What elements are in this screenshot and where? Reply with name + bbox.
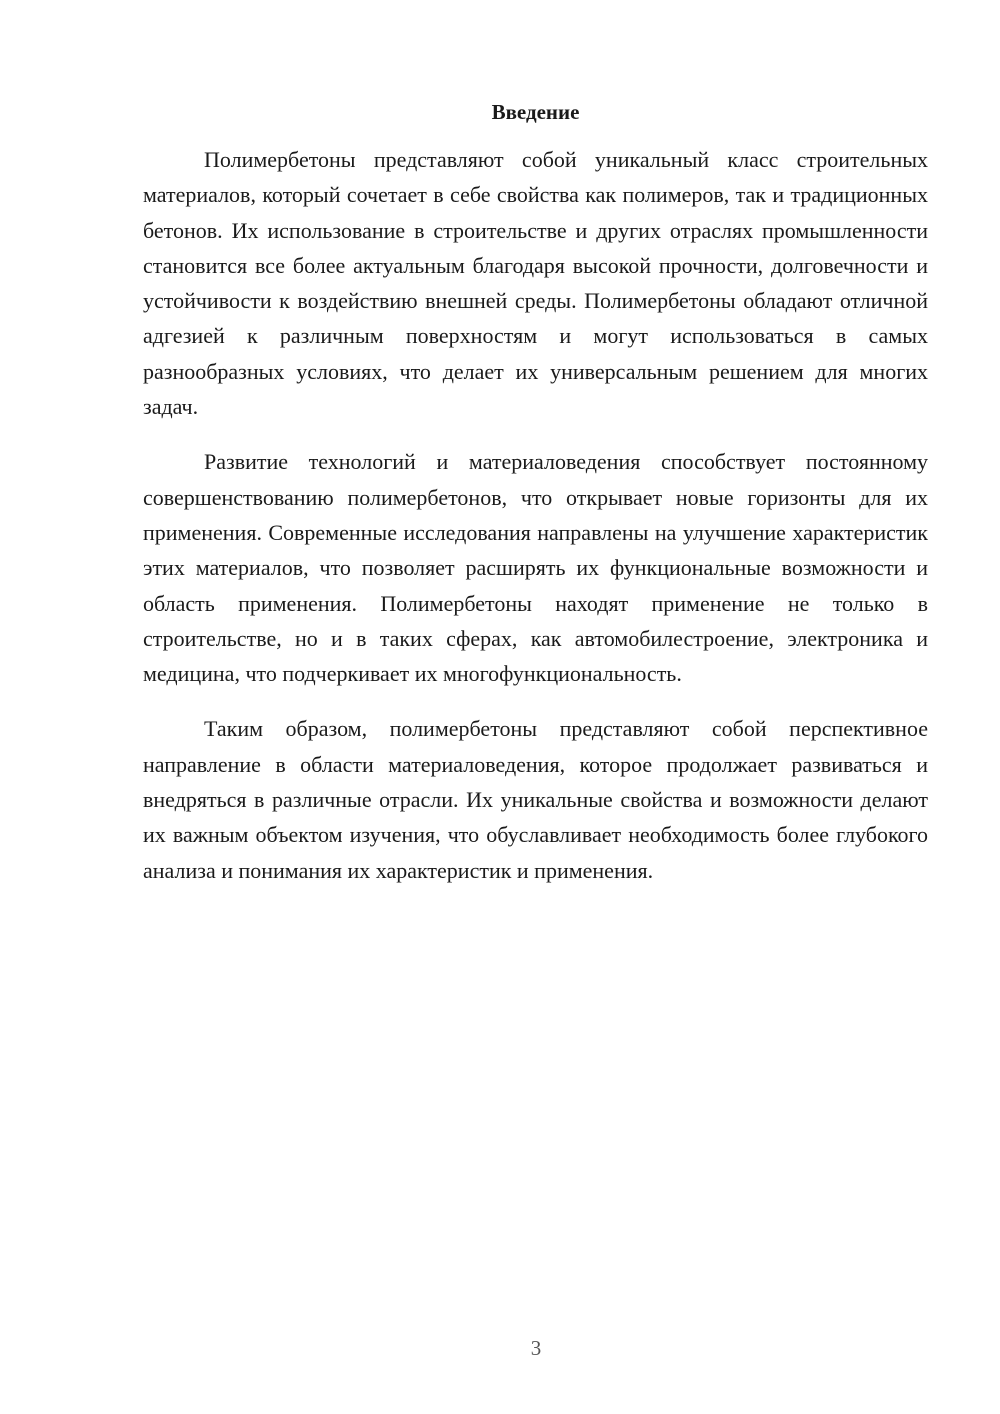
page-number: 3: [530, 1336, 542, 1360]
section-title: Введение: [491, 100, 580, 124]
paragraph-2: Развитие технологий и материаловедения способствует постоянному совершенствованию полимербетонов, что открывает новые горизонты для их применения. Современные исследования направлены на улучшение характеристик этих материалов, что позволяет расширять их функциональные возможности и область применения. Полимербетоны находят применение не только в строительстве, но и в таких сферах, как автомобилестроение, электроника и медицина, что подчеркивает их многофункциональность.: [143, 449, 928, 687]
paragraph-1: Полимербетоны представляют собой уникальный класс строительных материалов, который сочетает в себе свойства как полимеров, так и традиционных бетонов. Их использование в строительстве и других отраслях промышленности становится все более актуальным благодаря высокой прочности, долговечности и устойчивости к воздействию внешней среды. Полимербетоны обладают отличной адгезией к различным поверхностям и могут использоваться в самых разнообразных условиях, что делает их универсальным решением для многих задач.: [143, 147, 928, 420]
body-text: [143, 142, 928, 908]
paragraph-3: Таким образом, полимербетоны представляют собой перспективное направление в области материаловедения, которое продолжает развиваться и внедряться в различные отрасли. Их уникальные свойства и возможности делают их важным объектом изучения, что обуславливает необходимость более глубокого анализа и понимания их характеристик и применения.: [143, 716, 928, 883]
